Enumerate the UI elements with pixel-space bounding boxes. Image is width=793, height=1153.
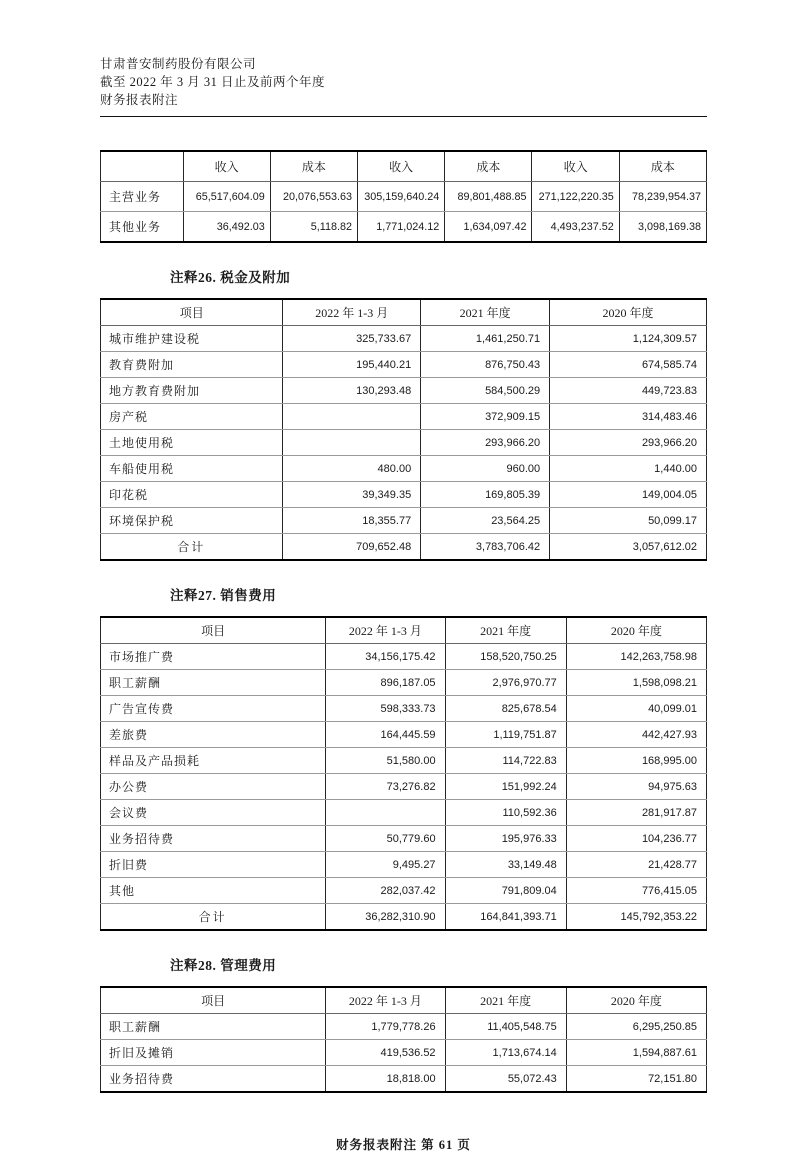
value-cell: 65,517,604.09 (183, 182, 270, 212)
table-row (101, 800, 707, 826)
column-header: 2020 年度 (566, 617, 706, 644)
value-cell: 4,493,237.52 (532, 212, 619, 243)
table-row (101, 326, 707, 352)
column-header: 2022 年 1-3 月 (283, 299, 421, 326)
value-cell: 598,333.73 (326, 696, 445, 722)
admin-expenses-table (100, 986, 707, 1093)
row-label: 市场推广费 (101, 644, 326, 670)
row-label: 样品及产品损耗 (101, 748, 326, 774)
row-label: 业务招待费 (101, 826, 326, 852)
table-row (101, 670, 707, 696)
row-label: 地方教育费附加 (101, 378, 283, 404)
table-header-row (101, 151, 707, 182)
value-cell: 325,733.67 (283, 326, 421, 352)
column-header: 2021 年度 (445, 617, 566, 644)
row-label: 折旧费 (101, 852, 326, 878)
value-cell: 1,461,250.71 (421, 326, 550, 352)
value-cell: 960.00 (421, 456, 550, 482)
column-header: 2022 年 1-3 月 (326, 987, 445, 1014)
column-header: 2022 年 1-3 月 (326, 617, 445, 644)
table-row (101, 852, 707, 878)
value-cell: 314,483.46 (550, 404, 707, 430)
doc-title: 财务报表附注 (100, 93, 179, 107)
document-header (100, 55, 707, 117)
value-cell: 9,495.27 (326, 852, 445, 878)
value-cell: 5,118.82 (270, 212, 357, 243)
value-cell: 164,841,393.71 (445, 904, 566, 931)
note26-heading: 注释26. 税金及附加 (170, 270, 291, 285)
value-cell: 1,440.00 (550, 456, 707, 482)
value-cell: 1,594,887.61 (566, 1040, 706, 1066)
table-header-row (101, 299, 707, 326)
total-row (101, 534, 707, 561)
row-label: 折旧及摊销 (101, 1040, 326, 1066)
value-cell: 73,276.82 (326, 774, 445, 800)
value-cell: 50,779.60 (326, 826, 445, 852)
column-header: 2020 年度 (566, 987, 706, 1014)
value-cell: 584,500.29 (421, 378, 550, 404)
segment-revenue-cost-table (100, 150, 707, 243)
row-label: 房产税 (101, 404, 283, 430)
column-header: 成本 (619, 151, 706, 182)
row-label: 教育费附加 (101, 352, 283, 378)
table-row (101, 212, 707, 243)
row-label: 职工薪酬 (101, 670, 326, 696)
table-row (101, 430, 707, 456)
value-cell: 130,293.48 (283, 378, 421, 404)
page-footer: 财务报表附注 第 61 页 (336, 1138, 471, 1152)
column-header: 收入 (183, 151, 270, 182)
value-cell: 34,156,175.42 (326, 644, 445, 670)
value-cell: 195,976.33 (445, 826, 566, 852)
row-label: 其他 (101, 878, 326, 904)
column-header: 项目 (101, 299, 283, 326)
table-row (101, 482, 707, 508)
row-label: 职工薪酬 (101, 1014, 326, 1040)
value-cell: 281,917.87 (566, 800, 706, 826)
table-row (101, 748, 707, 774)
column-header: 收入 (532, 151, 619, 182)
value-cell: 18,818.00 (326, 1066, 445, 1093)
column-header: 成本 (445, 151, 532, 182)
period-line: 截至 2022 年 3 月 31 日止及前两个年度 (100, 75, 326, 89)
value-cell: 18,355.77 (283, 508, 421, 534)
row-label: 广告宣传费 (101, 696, 326, 722)
value-cell: 1,713,674.14 (445, 1040, 566, 1066)
row-label: 车船使用税 (101, 456, 283, 482)
value-cell: 168,995.00 (566, 748, 706, 774)
table-row (101, 1014, 707, 1040)
column-header: 成本 (270, 151, 357, 182)
value-cell: 1,598,098.21 (566, 670, 706, 696)
value-cell: 896,187.05 (326, 670, 445, 696)
table-row (101, 1040, 707, 1066)
selling-expenses-table (100, 616, 707, 931)
value-cell: 149,004.05 (550, 482, 707, 508)
value-cell: 282,037.42 (326, 878, 445, 904)
value-cell: 293,966.20 (421, 430, 550, 456)
row-label: 其他业务 (101, 212, 184, 243)
value-cell: 78,239,954.37 (619, 182, 706, 212)
column-header: 项目 (101, 987, 326, 1014)
table-row (101, 878, 707, 904)
value-cell: 3,783,706.42 (421, 534, 550, 561)
value-cell: 110,592.36 (445, 800, 566, 826)
value-cell: 1,771,024.12 (358, 212, 445, 243)
value-cell: 169,805.39 (421, 482, 550, 508)
value-cell: 449,723.83 (550, 378, 707, 404)
value-cell: 40,099.01 (566, 696, 706, 722)
column-header: 收入 (358, 151, 445, 182)
table-row (101, 826, 707, 852)
total-label: 合计 (101, 904, 326, 931)
value-cell: 94,975.63 (566, 774, 706, 800)
row-label: 印花税 (101, 482, 283, 508)
company-name: 甘肃普安制药股份有限公司 (100, 57, 257, 71)
table-header-row (101, 987, 707, 1014)
column-header: 2021 年度 (421, 299, 550, 326)
value-cell: 709,652.48 (283, 534, 421, 561)
value-cell: 305,159,640.24 (358, 182, 445, 212)
value-cell: 6,295,250.85 (566, 1014, 706, 1040)
value-cell: 151,992.24 (445, 774, 566, 800)
table-row (101, 774, 707, 800)
value-cell: 3,098,169.38 (619, 212, 706, 243)
row-label: 差旅费 (101, 722, 326, 748)
value-cell: 50,099.17 (550, 508, 707, 534)
value-cell: 480.00 (283, 456, 421, 482)
row-label: 城市维护建设税 (101, 326, 283, 352)
value-cell: 145,792,353.22 (566, 904, 706, 931)
table-row (101, 644, 707, 670)
total-label: 合计 (101, 534, 283, 561)
value-cell: 89,801,488.85 (445, 182, 532, 212)
value-cell: 1,119,751.87 (445, 722, 566, 748)
note27-heading: 注释27. 销售费用 (170, 588, 277, 603)
header-rule (100, 116, 707, 117)
column-header: 2020 年度 (550, 299, 707, 326)
table-row (101, 378, 707, 404)
row-label: 会议费 (101, 800, 326, 826)
row-label: 环境保护税 (101, 508, 283, 534)
total-row (101, 904, 707, 931)
value-cell: 11,405,548.75 (445, 1014, 566, 1040)
value-cell: 142,263,758.98 (566, 644, 706, 670)
value-cell: 419,536.52 (326, 1040, 445, 1066)
value-cell: 158,520,750.25 (445, 644, 566, 670)
table-row (101, 696, 707, 722)
value-cell: 776,415.05 (566, 878, 706, 904)
value-cell: 293,966.20 (550, 430, 707, 456)
table-row (101, 352, 707, 378)
value-cell: 3,057,612.02 (550, 534, 707, 561)
value-cell: 876,750.43 (421, 352, 550, 378)
table-row (101, 722, 707, 748)
row-label: 土地使用税 (101, 430, 283, 456)
value-cell: 23,564.25 (421, 508, 550, 534)
table-header-row (101, 617, 707, 644)
value-cell: 825,678.54 (445, 696, 566, 722)
value-cell: 195,440.21 (283, 352, 421, 378)
row-label: 业务招待费 (101, 1066, 326, 1093)
value-cell: 51,580.00 (326, 748, 445, 774)
value-cell: 2,976,970.77 (445, 670, 566, 696)
row-label: 主营业务 (101, 182, 184, 212)
value-cell: 114,722.83 (445, 748, 566, 774)
value-cell: 442,427.93 (566, 722, 706, 748)
value-cell: 36,282,310.90 (326, 904, 445, 931)
value-cell: 72,151.80 (566, 1066, 706, 1093)
taxes-and-surcharges-table (100, 298, 707, 561)
value-cell: 21,428.77 (566, 852, 706, 878)
column-header: 2021 年度 (445, 987, 566, 1014)
table-row (101, 1066, 707, 1093)
value-cell: 55,072.43 (445, 1066, 566, 1093)
value-cell: 36,492.03 (183, 212, 270, 243)
value-cell (283, 430, 421, 456)
value-cell: 271,122,220.35 (532, 182, 619, 212)
row-label: 办公费 (101, 774, 326, 800)
column-header: 项目 (101, 617, 326, 644)
value-cell: 791,809.04 (445, 878, 566, 904)
value-cell: 1,634,097.42 (445, 212, 532, 243)
value-cell: 104,236.77 (566, 826, 706, 852)
value-cell: 674,585.74 (550, 352, 707, 378)
value-cell: 39,349.35 (283, 482, 421, 508)
note28-heading: 注释28. 管理费用 (170, 958, 277, 973)
value-cell: 20,076,553.63 (270, 182, 357, 212)
table-row (101, 404, 707, 430)
value-cell: 1,779,778.26 (326, 1014, 445, 1040)
table-row (101, 182, 707, 212)
column-header (101, 151, 184, 182)
value-cell (326, 800, 445, 826)
value-cell: 1,124,309.57 (550, 326, 707, 352)
table-row (101, 456, 707, 482)
value-cell: 372,909.15 (421, 404, 550, 430)
value-cell: 164,445.59 (326, 722, 445, 748)
table-row (101, 508, 707, 534)
value-cell (283, 404, 421, 430)
value-cell: 33,149.48 (445, 852, 566, 878)
